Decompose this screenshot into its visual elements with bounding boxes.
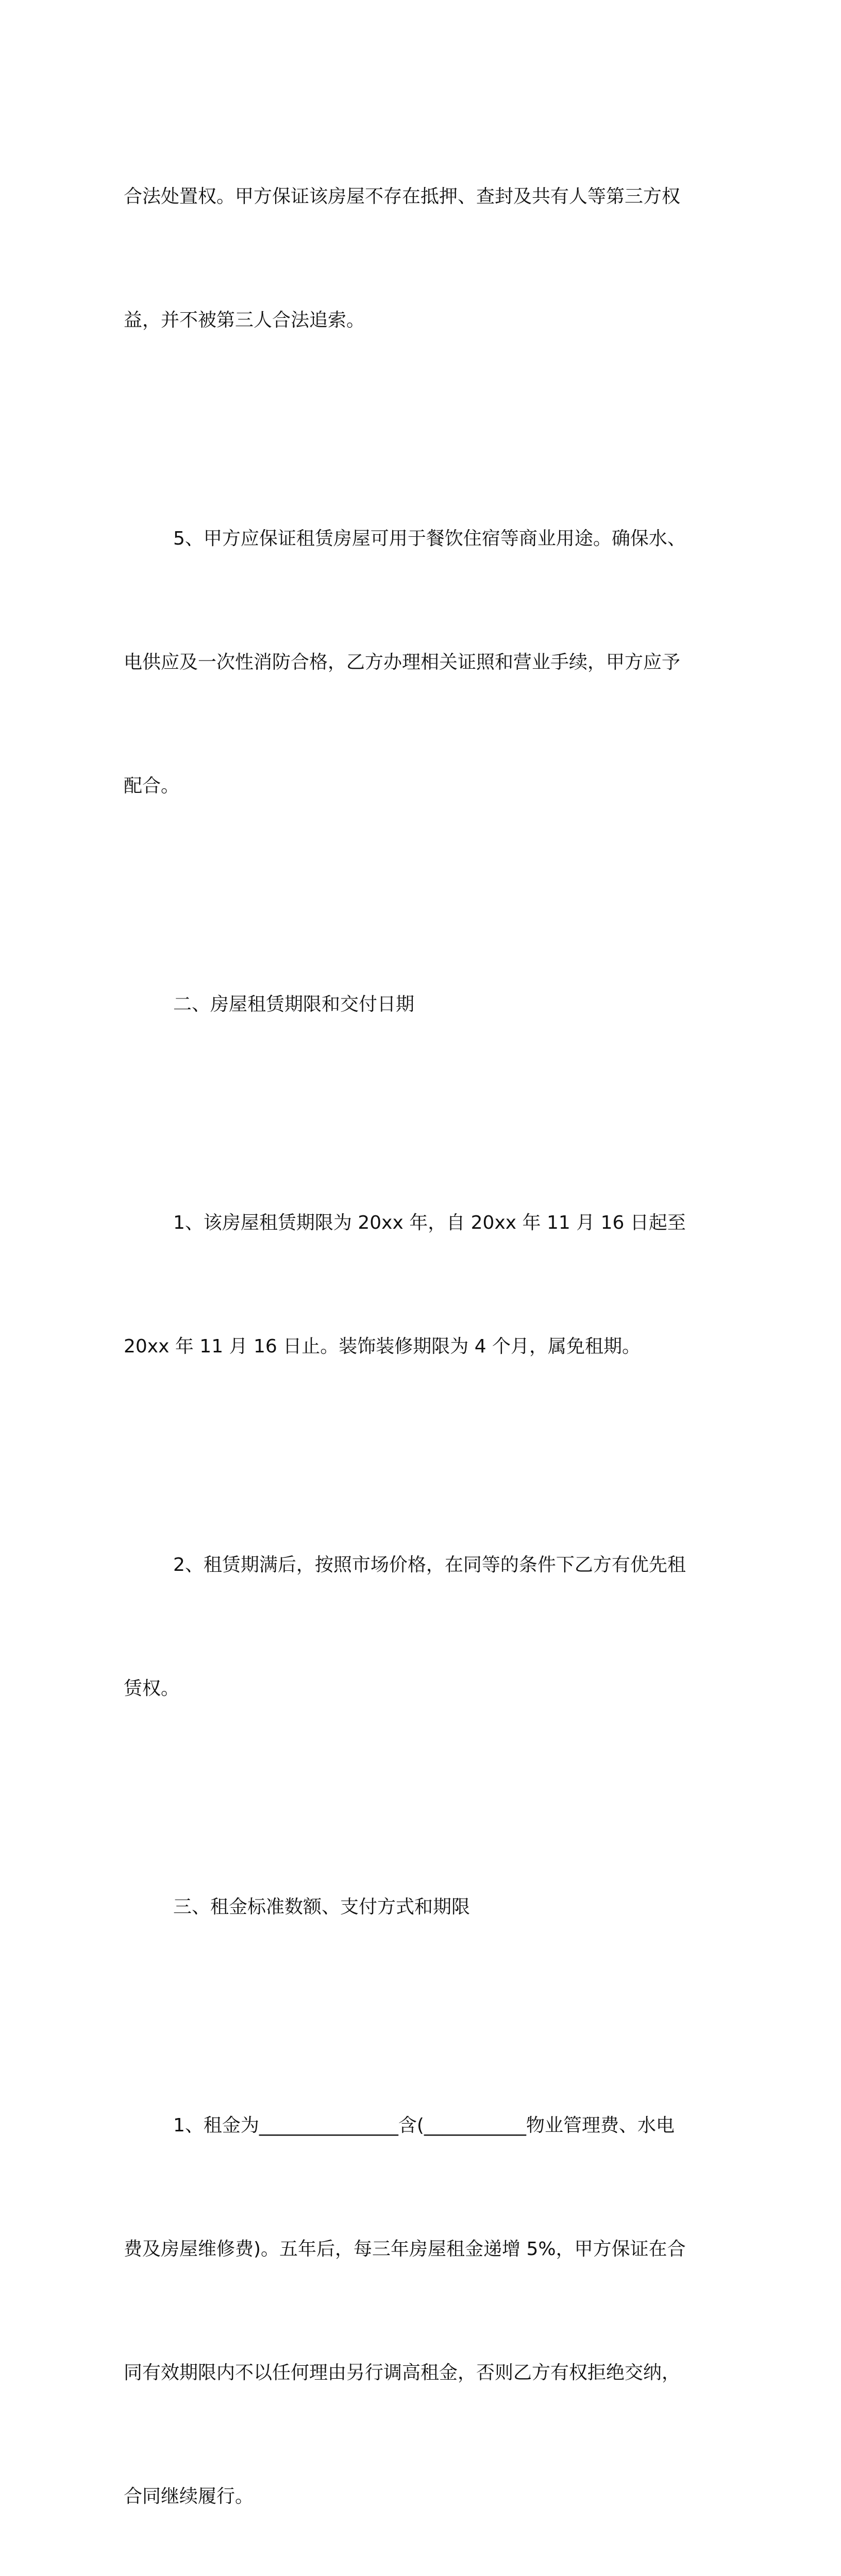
text-line: 费及房屋维修费)。五年后，每三年房屋租金递增 5%，甲方保证在合 bbox=[124, 2239, 686, 2260]
text-line: 5、甲方应保证租赁房屋可用于餐饮住宿等商业用途。确保水、 bbox=[173, 528, 686, 549]
text-line: 1、租金为_______________含(___________物业管理费、水电 bbox=[173, 2115, 675, 2136]
paragraph-clause-5 bbox=[124, 436, 716, 889]
section-heading-rent bbox=[124, 1804, 716, 2010]
text-line: 三、租金标准数额、支付方式和期限 bbox=[173, 1896, 470, 1918]
text-line: 二、房屋租赁期限和交付日期 bbox=[173, 994, 415, 1015]
paragraph-disposal-right bbox=[124, 94, 716, 423]
text-line: 1、该房屋租赁期限为 20xx 年，自 20xx 年 11 月 16 日起至 bbox=[173, 1212, 686, 1233]
text-line: 益，并不被第三人合法追索。 bbox=[124, 310, 365, 331]
text-line: 赁权。 bbox=[124, 1678, 180, 1699]
text-line: 合同继续履行。 bbox=[124, 2486, 254, 2507]
paragraph-term-1 bbox=[124, 1120, 716, 1450]
text-line: 合法处置权。甲方保证该房屋不存在抵押、查封及共有人等第三方权 bbox=[124, 186, 681, 207]
document-page bbox=[124, 94, 716, 2576]
paragraph-term-2 bbox=[124, 1462, 716, 1792]
text-line: 20xx 年 11 月 16 日止。装饰装修期限为 4 个月，属免租期。 bbox=[124, 1336, 641, 1357]
text-line: 配合。 bbox=[124, 775, 180, 796]
text-line: 同有效期限内不以任何理由另行调高租金，否则乙方有权拒绝交纳， bbox=[124, 2362, 681, 2383]
section-heading-term bbox=[124, 902, 716, 1108]
paragraph-rent-1 bbox=[124, 2023, 716, 2576]
text-line: 2、租赁期满后，按照市场价格，在同等的条件下乙方有优先租 bbox=[173, 1554, 686, 1575]
text-line: 电供应及一次性消防合格，乙方办理相关证照和营业手续，甲方应予 bbox=[124, 652, 681, 673]
